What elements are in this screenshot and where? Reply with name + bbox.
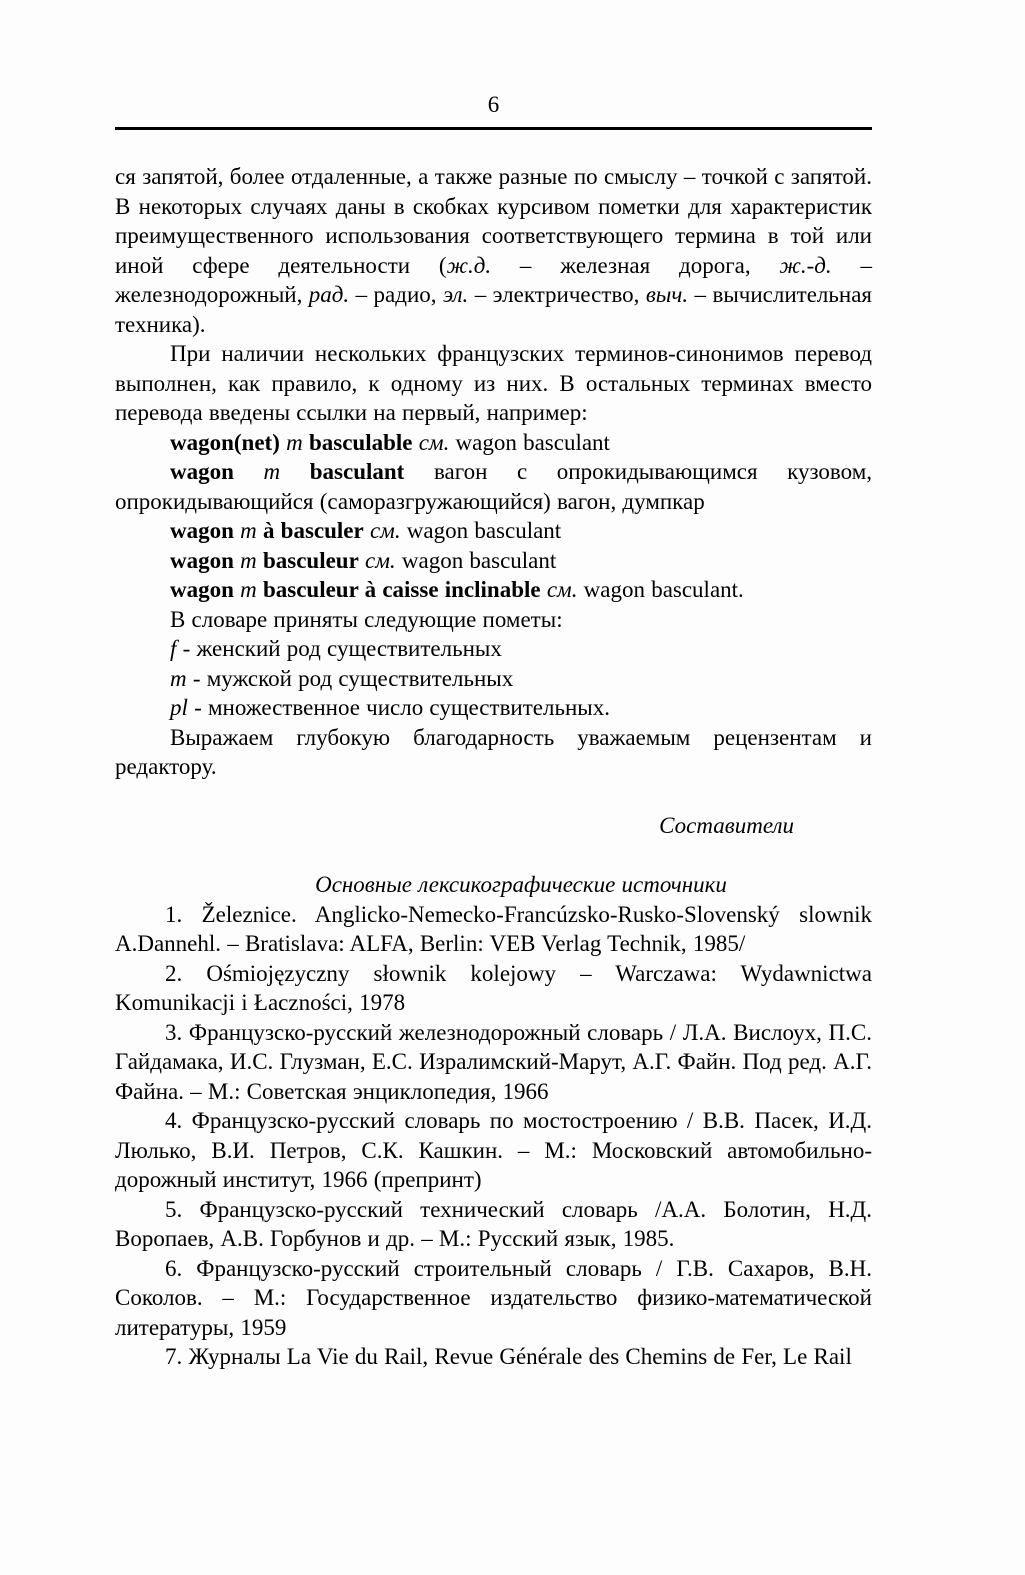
text-segment: – железная дорога, (491, 252, 780, 278)
text-segment: ся запятой, более отдаленные, а также разные по смыслу – точкой с запятой. В некоторых случаях даны в скобках курсивом пометки для характеристик преимущественного использования соответствующего термина в той или иной сфере деятельности ( (115, 164, 872, 278)
text-segment: При наличии нескольких французских терминов-синонимов перевод выполнен, как правило, к одному из них. В остальных терминах вместо перевода введены ссылки на первый, например: (115, 341, 872, 425)
sources-heading: Основные лексикографические источники (315, 872, 727, 897)
text-segment: - множественное число существительных. (187, 695, 610, 720)
dict-example-wagon-basculeur-caisse (115, 575, 872, 605)
text-segment: basculant (309, 459, 405, 484)
acknowledgment-line (115, 723, 872, 782)
page-body (115, 162, 872, 1372)
text-segment: 7. Журналы La Vie du Rail, Revue Générale des Chemins de Fer, Le Rail (165, 1344, 852, 1369)
text-segment: wagon basculant. (577, 577, 744, 602)
text-segment: – электричество, (468, 282, 646, 307)
text-segment: m (170, 665, 187, 691)
page-number: 6 (487, 92, 500, 117)
text-segment: 4. Французско-русский словарь по мостостроению / В.В. Пасек, И.Д. Люлько, В.И. Петров, С.К. Кашкин. – М.: Московский автомобильно-дорожный институт, 1966 (препринт) (115, 1108, 872, 1192)
text-segment: см. (546, 577, 578, 602)
text-segment: f (170, 636, 177, 661)
source-item-5 (115, 1195, 872, 1254)
text-segment: см. (369, 518, 401, 543)
text-segment: m (240, 547, 257, 573)
text-segment: m (240, 577, 257, 602)
source-item-4 (115, 1106, 872, 1195)
text-segment: Выражаем глубокую благодарность уважаемым рецензентам и редактору. (115, 724, 872, 779)
text-segment: - женский род существительных (176, 636, 502, 661)
text-segment: см. (365, 547, 396, 573)
text-segment (280, 459, 310, 484)
note-plural (115, 693, 872, 723)
intro-paragraph-continuation (115, 162, 872, 339)
notes-intro-line (115, 605, 872, 635)
page-content (115, 0, 872, 1372)
text-segment: m (263, 459, 281, 484)
header-rule (115, 127, 872, 130)
dict-example-wagon-a-basculer (115, 516, 872, 546)
text-segment: wagon (170, 459, 234, 484)
note-feminine (115, 634, 872, 664)
text-segment: pl (170, 695, 188, 720)
text-segment: basculeur (262, 547, 359, 573)
text-segment: wagon (170, 518, 234, 543)
text-segment: – вычислительная техника). (115, 282, 872, 337)
text-segment: wagon (170, 577, 234, 602)
intro-paragraph-synonyms (115, 339, 872, 428)
source-item-7 (115, 1342, 872, 1372)
text-segment: - мужской род существительных (186, 665, 514, 691)
text-segment: см. (418, 429, 450, 455)
text-segment: wagon basculant (400, 518, 562, 543)
source-item-1 (115, 900, 872, 959)
text-segment: wagon basculant (395, 547, 557, 573)
text-segment: ж.-д. (779, 252, 832, 278)
text-segment: slownik A.Dannehl. – Bratislava: ALFA, Berlin: VEB Verlag Technik, 1985/ (115, 901, 872, 956)
text-segment: Anglicko-Nemecko-Francúzsko-Rusko-Slovenský (314, 901, 780, 927)
text-segment: 6. Французско-русский строительный словарь / Г.В. Сахаров, В.Н. Соколов. – М.: Государственное издательство физико-математической литературы, 1959 (115, 1255, 872, 1340)
text-segment: m (286, 429, 303, 455)
source-item-6 (115, 1254, 872, 1343)
text-segment: ж.д. (446, 252, 492, 278)
text-segment: 3. Французско-русский железнодорожный словарь / Л.А. Вислоух, П.С. Гайдамака, И.С. Глузман, Е.С. Изралимский-Марут, А.Г. Файн. Под ред. А.Г. Файна. – М.: Советская энциклопедия, 1966 (115, 1019, 872, 1104)
text-segment: 1. Železnice. (165, 901, 315, 927)
text-segment: 2. Ośmiojęzyczny słownik kolejowy – Warczawa: Wydawnictwa Komunikacji i Łaczności, 1978 (115, 960, 872, 1015)
text-segment: вагон с опрокидывающимся кузовом, опрокидывающийся (саморазгружающийся) вагон, думпкар (115, 459, 873, 514)
text-segment: wagon(net) (170, 429, 280, 455)
dict-example-wagon-basculeur (115, 546, 872, 576)
signature-compilers: Составители (659, 813, 794, 838)
text-segment: выч. (645, 282, 689, 307)
source-item-3 (115, 1018, 872, 1107)
text-segment: рад. (308, 282, 350, 307)
text-segment: m (240, 518, 257, 543)
source-item-2 (115, 959, 872, 1018)
text-segment: – железнодорожный, (115, 252, 872, 307)
text-segment: wagon basculant (449, 429, 610, 455)
dict-example-wagonnet-basculable (115, 428, 872, 458)
text-segment: – радио, (349, 282, 443, 307)
text-segment: à basculer (262, 518, 364, 543)
text-segment: wagon (170, 547, 234, 573)
text-segment: эл. (442, 282, 469, 307)
text-segment: 5. Французско-русский технический словарь /А.А. Болотин, Н.Д. Воропаев, А.В. Горбунов и др. – М.: Русский язык, 1985. (115, 1196, 872, 1251)
text-segment (234, 459, 264, 484)
dict-example-wagon-basculant (115, 457, 872, 516)
text-segment: basculable (308, 429, 413, 455)
text-segment: basculeur à caisse inclinable (262, 577, 541, 602)
note-masculine (115, 664, 872, 694)
page-header (115, 0, 872, 130)
text-segment: В словаре приняты следующие пометы: (170, 606, 563, 632)
